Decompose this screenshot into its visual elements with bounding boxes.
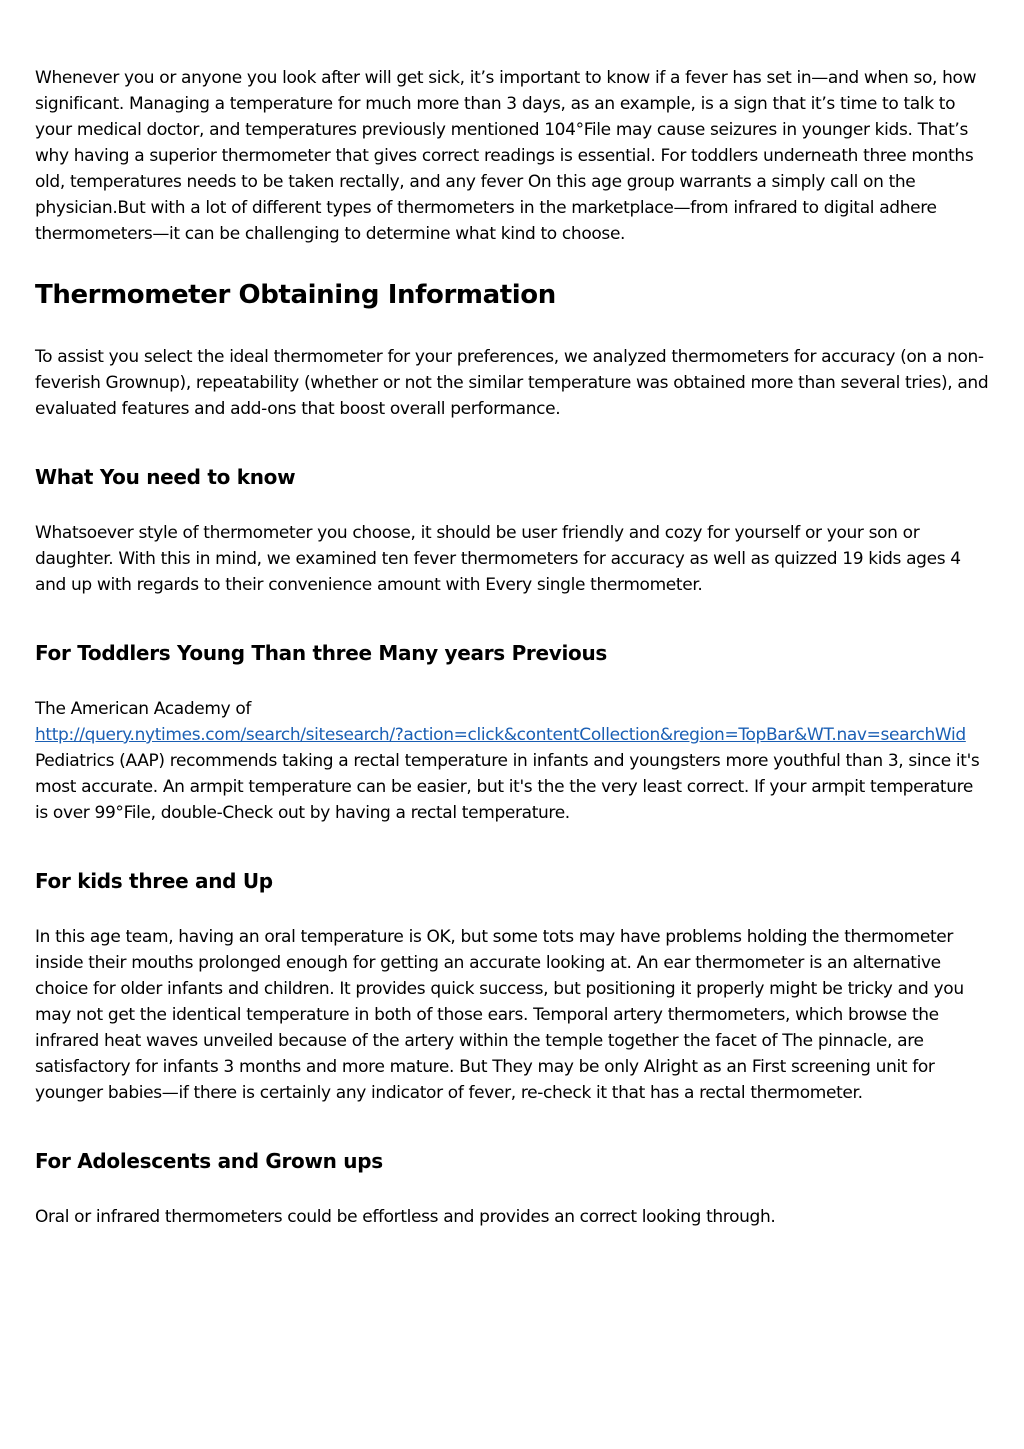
- know-paragraph: Whatsoever style of thermometer you choose, it should be user friendly and cozy for yourself or your son or daughter. With this in mind, we examined ten fever thermometers for accuracy as well as quizzed 19 kids ages 4 and up with regards to their convenience amount with Every single thermometer.: [35, 523, 961, 595]
- obtaining-paragraph: To assist you select the ideal thermometer for your preferences, we analyzed thermometers for accuracy (on a non-feverish Grownup), repeatability (whether or not the similar temperature was obtained more than several tries), and evaluated features and add-ons that boost overall performance.: [35, 347, 989, 419]
- toddlers-text-after-link: Pediatrics (AAP) recommends taking a rectal temperature in infants and youngsters more youthful than 3, since it's most accurate. An armpit temperature can be easier, but it's the the very least correct. If your armpit temperature is over 99°File, double-Check out by having a rectal temperature.: [35, 751, 980, 823]
- nytimes-search-link[interactable]: http://query.nytimes.com/search/sitesearch/?action=click&contentCollection&region=TopBar&WT.nav=searchWid: [35, 725, 966, 745]
- intro-paragraph: Whenever you or anyone you look after will get sick, it’s important to know if a fever has set in—and when so, how significant. Managing a temperature for much more than 3 days, as an example, is a sign that it’s time to talk to your medical doctor, and temperatures previously mentioned 104°File may cause seizures in younger kids. That’s why having a superior thermometer that gives correct readings is essential. For toddlers underneath three months old, temperatures needs to be taken rectally, and any fever On this age group warrants a simply call on the physician.But with a lot of different types of thermometers in the marketplace—from infrared to digital adhere thermometers—it can be challenging to determine what kind to choose.: [35, 68, 977, 244]
- toddlers-text-before-link: The American Academy of: [35, 699, 252, 719]
- heading-what-you-need-to-know: What You need to know: [35, 465, 296, 489]
- heading-for-kids-three-and-up: For kids three and Up: [35, 869, 273, 893]
- adults-paragraph: Oral or infrared thermometers could be effortless and provides an correct looking through.: [35, 1207, 776, 1227]
- kids-paragraph: In this age team, having an oral temperature is OK, but some tots may have problems holding the thermometer inside their mouths prolonged enough for getting an accurate looking at. An ear thermometer is an alternative choice for older infants and children. It provides quick success, but positioning it properly might be tricky and you may not get the identical temperature in both of those ears. Temporal artery thermometers, which browse the infrared heat waves unveiled because of the artery within the temple together the facet of The pinnacle, are satisfactory for infants 3 months and more mature. But They may be only Alright as an First screening unit for younger babies—if there is certainly any indicator of fever, re-check it that has a rectal thermometer.: [35, 927, 964, 1103]
- heading-for-adolescents-and-grown-ups: For Adolescents and Grown ups: [35, 1149, 383, 1173]
- heading-for-toddlers: For Toddlers Young Than three Many years Previous: [35, 641, 608, 665]
- toddlers-paragraph: [35, 696, 990, 826]
- heading-thermometer-obtaining-information: Thermometer Obtaining Information: [35, 280, 556, 310]
